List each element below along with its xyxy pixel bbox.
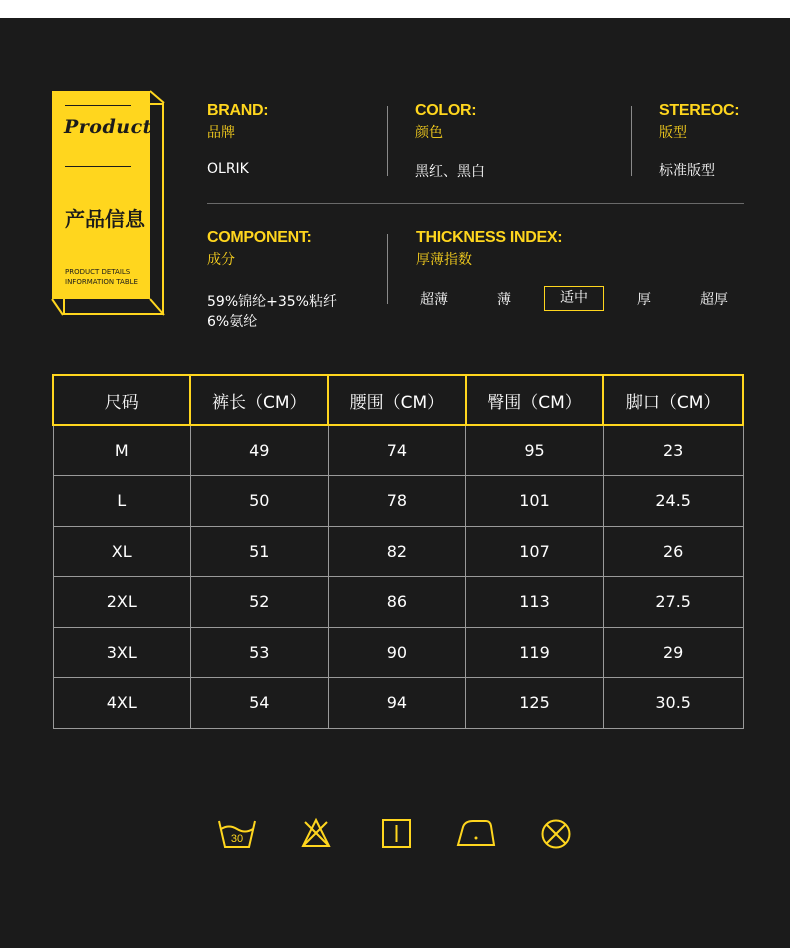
table-cell: 74 — [328, 425, 466, 476]
table-cell: 29 — [603, 627, 743, 678]
table-cell: 3XL — [53, 627, 190, 678]
table-cell: 50 — [190, 476, 328, 527]
color-label-en: COLOR: — [415, 102, 477, 119]
thickness-option: 超厚 — [700, 292, 728, 308]
component-value-line-1: 59%锦纶+35%粘纤 — [207, 294, 337, 310]
table-cell: 27.5 — [603, 577, 743, 628]
table-cell: 49 — [190, 425, 328, 476]
table-cell: 26 — [603, 526, 743, 577]
table-cell: 113 — [466, 577, 604, 628]
table-header-cell: 臀围（CM） — [466, 375, 604, 425]
thickness-option-selected: 适中 — [544, 286, 604, 311]
stereo-label-en: STEREOC: — [659, 102, 740, 119]
table-cell: 54 — [190, 678, 328, 729]
stereo-label-zh: 版型 — [659, 125, 687, 141]
table-cell: 119 — [466, 627, 604, 678]
card-subtitle-line-2: INFORMATION TABLE — [65, 278, 138, 286]
table-cell: 125 — [466, 678, 604, 729]
table-cell: 94 — [328, 678, 466, 729]
table-cell: 53 — [190, 627, 328, 678]
hang-dry-icon — [383, 820, 410, 847]
thickness-option: 超薄 — [420, 292, 448, 308]
table-cell: 24.5 — [603, 476, 743, 527]
table-cell: 30.5 — [603, 678, 743, 729]
thickness-option: 薄 — [497, 292, 511, 308]
table-cell: 90 — [328, 627, 466, 678]
wash-30-icon — [219, 821, 255, 847]
thickness-option: 厚 — [637, 292, 651, 308]
table-cell: 107 — [466, 526, 604, 577]
table-cell: 86 — [328, 577, 466, 628]
card-subtitle-line-1: PRODUCT DETAILS — [65, 268, 131, 276]
svg-text:30: 30 — [230, 833, 244, 845]
brand-value: OLRIK — [207, 161, 249, 177]
component-value-line-2: 6%氨纶 — [207, 314, 258, 330]
table-cell: 23 — [603, 425, 743, 476]
table-header-cell: 尺码 — [53, 375, 190, 425]
thickness-label-zh: 厚薄指数 — [416, 252, 472, 268]
stereo-value: 标准版型 — [659, 163, 715, 179]
table-header-cell: 裤长（CM） — [190, 375, 328, 425]
table-cell: 2XL — [53, 577, 190, 628]
component-label-zh: 成分 — [207, 252, 235, 268]
table-cell: 78 — [328, 476, 466, 527]
thickness-label-en: THICKNESS INDEX: — [416, 229, 563, 246]
table-header-cell: 腰围（CM） — [328, 375, 466, 425]
table-header-cell: 脚口（CM） — [603, 375, 743, 425]
table-cell: L — [53, 476, 190, 527]
brand-label-zh: 品牌 — [207, 125, 235, 141]
card-script-title: Product — [64, 116, 152, 138]
table-cell: 52 — [190, 577, 328, 628]
table-cell: 101 — [466, 476, 604, 527]
table-cell: 82 — [328, 526, 466, 577]
table-cell: 95 — [466, 425, 604, 476]
brand-label-en: BRAND: — [207, 102, 269, 119]
table-cell: 4XL — [53, 678, 190, 729]
card-title-zh: 产品信息 — [65, 207, 145, 231]
color-value: 黑红、黑白 — [415, 164, 485, 180]
table-cell: XL — [53, 526, 190, 577]
component-label-en: COMPONENT: — [207, 229, 312, 246]
table-cell: M — [53, 425, 190, 476]
no-dry-clean-icon — [543, 821, 570, 848]
iron-low-icon — [458, 821, 494, 845]
no-bleach-icon — [303, 820, 329, 846]
table-cell: 51 — [190, 526, 328, 577]
color-label-zh: 颜色 — [415, 125, 443, 141]
